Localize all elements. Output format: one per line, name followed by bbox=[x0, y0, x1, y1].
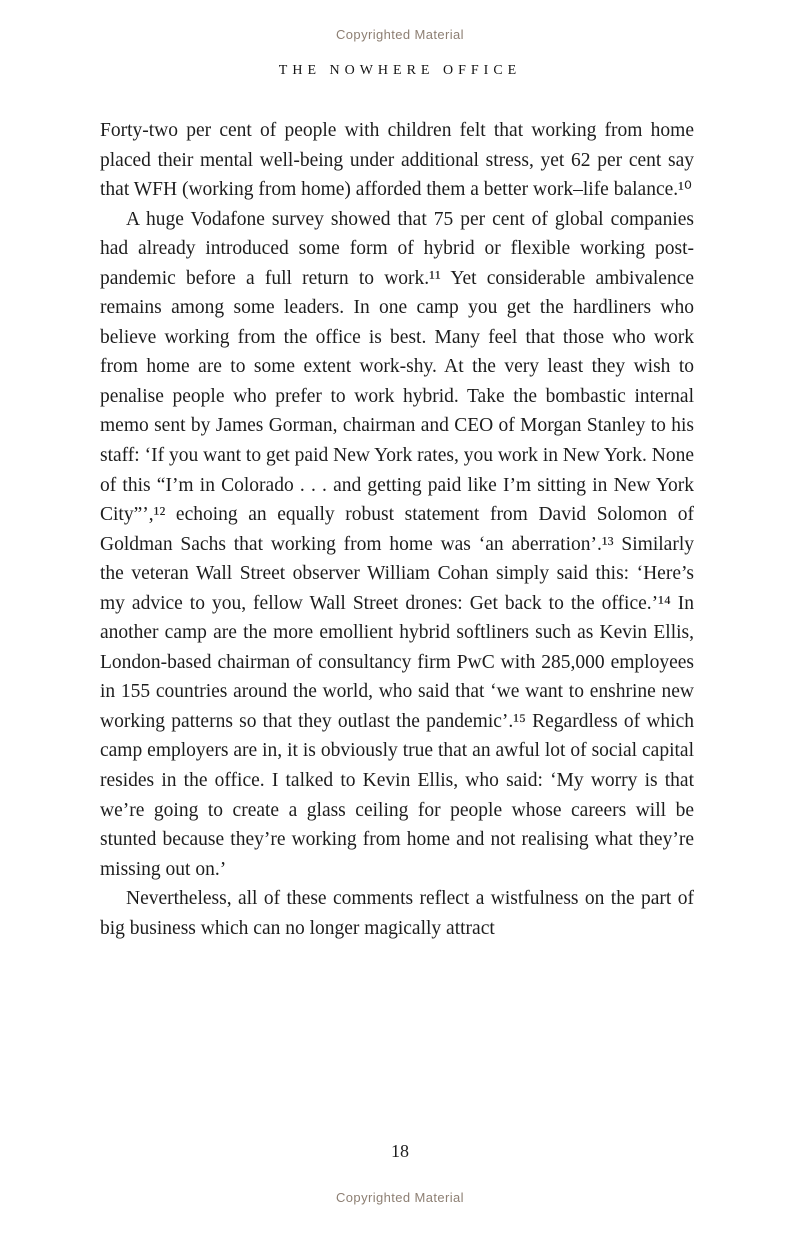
body-paragraph: Nevertheless, all of these comments reflect a wistfulness on the part of big business which can no longer magically attract bbox=[100, 888, 694, 939]
running-header: THE NOWHERE OFFICE bbox=[278, 63, 522, 78]
copyright-notice-bottom: Copyrighted Material bbox=[336, 1190, 464, 1205]
body-paragraph: A huge Vodafone survey showed that 75 per cent of global companies had already introduced some form of hybrid or flexible working post-pandemic before a full return to work.¹¹ Yet considerable ambivalence remains among some leaders. In one camp you get the hardliners who believe working from the office is best. Many feel that those who work from home are to some extent work-shy. At the very least they wish to penalise people who prefer to work hybrid. Take the bombastic internal memo sent by James Gorman, chairman and CEO of Morgan Stanley to his staff: ‘If you want to get paid New York rates, you work in New York. None of this “I’m in Colorado . . . and getting paid like I’m sitting in New York City”’,¹² echoing an equally robust statement from David Solomon of Goldman Sachs that working from home was ‘an aberration’.¹³ Similarly the veteran Wall Street observer William Cohan simply said this: ‘Here’s my advice to you, fellow Wall Street drones: Get back to the office.’¹⁴ In another camp are the more emollient hybrid softliners such as Kevin Ellis, London-based chairman of consultancy firm PwC with 285,000 employees in 155 countries around the world, who said that ‘we want to enshrine new working patterns so that they outlast the pandemic’.¹⁵ Regardless of which camp employers are in, it is obviously true that an awful lot of social capital resides in the office. I talked to Kevin Ellis, who said: ‘My worry is that we’re going to create a glass ceiling for people whose careers will be stunted because they’re working from home and not realising what they’re missing out on.’ bbox=[100, 208, 694, 880]
body-paragraph: Forty-two per cent of people with children felt that working from home placed their mental well-being under additional stress, yet 62 per cent say that WFH (working from home) afforded them a better work–life balance.¹⁰ bbox=[100, 120, 694, 201]
page-number: 18 bbox=[391, 1141, 409, 1161]
copyright-notice-top: Copyrighted Material bbox=[336, 27, 464, 42]
body-text-block bbox=[100, 116, 694, 943]
